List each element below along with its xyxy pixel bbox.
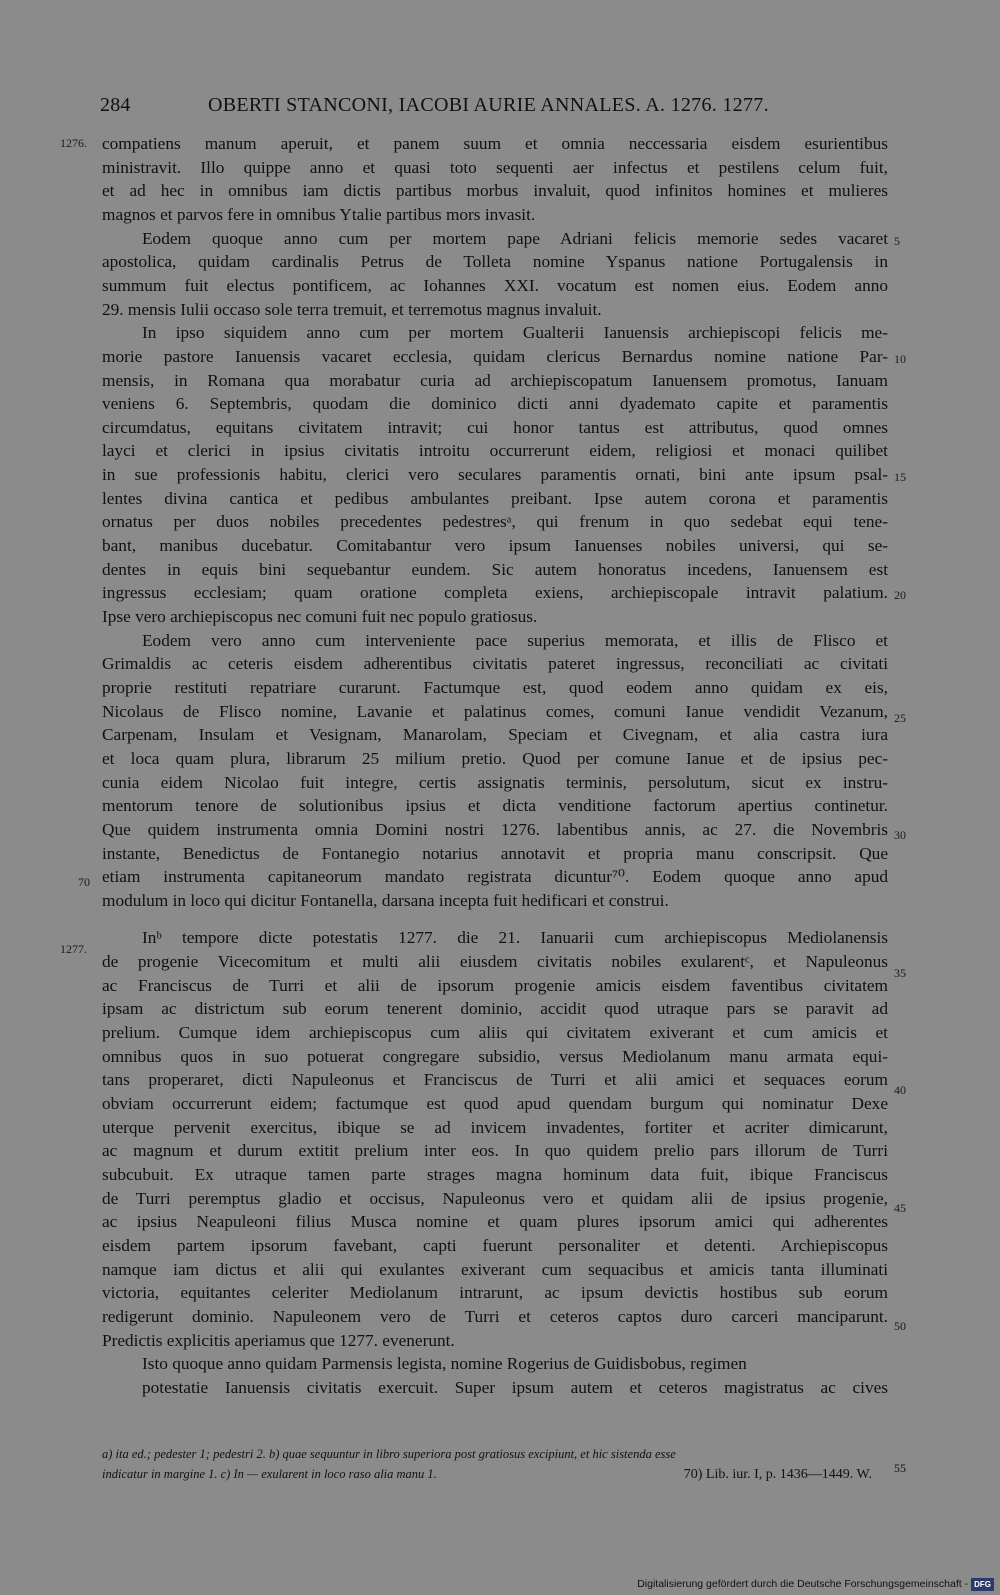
text-line: et ad hec in omnibus iam dictis partibus morbus invaluit, quod infinitos homines et mulieres — [102, 181, 888, 201]
text-line: ipsam ac districtum sub eorum tenerent dominio, accidit quod utraque pars se paravit ad — [102, 999, 888, 1019]
text-line: Inᵇ tempore dicte potestatis 1277. die 21. Ianuarii cum archiepiscopus Mediolanensis — [142, 928, 888, 948]
footnote-text-1: a) ita ed.; pedester 1; pedestri 2. b) quae sequuntur in libro superiora post gratiosus excipiunt, et hic sistenda esse — [102, 1447, 676, 1461]
digitization-credit — [637, 1577, 994, 1591]
text-line: ac ipsius Neapuleoni filius Musca nomine et quam plures ipsorum amici qui adherentes — [102, 1212, 888, 1232]
line-number-15: 15 — [894, 470, 906, 484]
text-line: et loca quam plura, librarum 25 milium pretio. Quod per comune Ianue et de ipsius pec- — [102, 748, 888, 768]
line-number-5: 5 — [894, 234, 900, 248]
line-number-25: 25 — [894, 711, 906, 725]
footnote-text-2: indicatur in margine 1. c) In — exularent in loco raso alia manu 1. — [102, 1467, 437, 1481]
margin-year-1277: 1277. — [60, 942, 87, 956]
text-line: obviam occurrerunt eidem; factumque est quod apud quendam burgum qui nominatur Dexe — [102, 1094, 888, 1113]
text-line: Eodem quoque anno cum per mortem pape Adriani felicis memorie sedes vacaret — [142, 228, 888, 248]
line-number-10: 10 — [894, 352, 906, 366]
text-line: in sue professionis habitu, clerici vero seculares paramentis ornati, bini ante ipsum psal- — [102, 465, 888, 485]
footnote-line-1 — [102, 1444, 892, 1465]
text-line: modulum in loco qui dicitur Fontanella, darsana incepta fuit hedificari et construi. — [102, 890, 669, 910]
text-line: ingressus ecclesiam; quam oratione completa exiens, archiepiscopale intravit palatium. — [102, 583, 888, 603]
text-line: compatiens manum aperuit, et panem suum et omnia neccessaria eisdem esurientibus — [102, 134, 888, 153]
dfg-logo: DFG — [971, 1578, 994, 1591]
text-line: mensis, in Romana qua morabatur curia ad archiepiscopatum Ianuensem promotus, Ianuam — [102, 370, 888, 390]
text-line: Nicolaus de Flisco nomine, Lavanie et palatinus comes, comuni Ianue vendidit Vezanum, — [102, 701, 888, 721]
text-line: Isto quoque anno quidam Parmensis legista, nomine Rogerius de Guidisbobus, regimen — [142, 1354, 747, 1374]
text-line: eisdem partem ipsorum favebant, capti fuerunt personaliter et detenti. Archiepiscopus — [102, 1235, 888, 1255]
text-line: potestatie Ianuensis civitatis exercuit. Super ipsum autem et ceteros magistratus ac cives — [142, 1377, 888, 1397]
text-line: cunia eidem Nicolao fuit integre, certis assignatis terminis, persolutum, sicut ex instru- — [102, 772, 888, 792]
line-number-45: 45 — [894, 1201, 906, 1215]
text-line: morie pastore Ianuensis vacaret ecclesia, quidam clericus Bernardus nomine natione Par- — [102, 346, 888, 366]
text-line: ac magnum et durum extitit prelium inter eos. In quo quidem prelio pars illorum de Turri — [102, 1141, 888, 1161]
text-line: lentes divina cantica et pedibus ambulantes preibant. Ipse autem corona et paramentis — [102, 488, 888, 508]
line-number-35: 35 — [894, 966, 906, 980]
text-line: veniens 6. Septembris, quodam die dominico dicti anni dyademato capite et paramentis — [102, 394, 888, 414]
text-line: Carpenam, Insulam et Vesignam, Manarolam, Speciam et Civegnam, et alia castra iura — [102, 725, 888, 745]
text-line: tans properaret, dicti Napuleonus et Franciscus de Turri et alii amici et sequaces eorum — [102, 1070, 888, 1090]
text-line: subcubuit. Ex utraque tamen parte strages magna hominum data fuit, ibique Franciscus — [102, 1164, 888, 1184]
text-line: omnibus quos in suo potuerat congregare subsidio, versus Mediolanum manu armata equi- — [102, 1046, 888, 1066]
text-line: Ipse vero archiepiscopus nec comuni fuit nec populo gratiosus. — [102, 607, 538, 626]
text-line: dentes in equis bini sequebantur eundem. Sic autem honoratus incedens, Ianuensem est — [102, 559, 888, 579]
text-line: In ipso siquidem anno cum per mortem Gualterii Ianuensis archiepiscopi felicis me- — [142, 323, 888, 343]
text-line: apostolica, quidam cardinalis Petrus de Tolleta nomine Yspanus natione Portugalensis in — [102, 252, 888, 272]
credit-text: Digitalisierung gefördert durch die Deutsche Forschungsgemeinschaft - — [637, 1578, 969, 1590]
text-line: Eodem vero anno cum interveniente pace superius memorata, et illis de Flisco et — [142, 630, 888, 650]
text-line: layci et clerici in ipsius civitatis introitu occurrerunt eidem, religiosi et monaci quilibet — [102, 441, 888, 461]
line-number-30: 30 — [894, 828, 906, 842]
text-line: ac Franciscus de Turri et alii de ipsorum progenie amicis eisdem faventibus civitatem — [102, 975, 888, 995]
running-title: OBERTI STANCONI, IACOBI AURIE ANNALES. A. 1276. 1277. — [208, 94, 769, 116]
text-line: instante, Benedictus de Fontanegio notarius annotavit et propria manu conscripsit. Que — [102, 843, 888, 863]
text-line: de progenie Vicecomitum et multi alii eiusdem civitatis nobiles exularentᶜ, et Napuleonus — [102, 952, 888, 972]
line-number-40: 40 — [894, 1083, 906, 1097]
text-line: summum fuit electus pontificem, ac Iohannes XXI. vocatum est nomen eius. Eodem anno — [102, 275, 888, 295]
line-number-50: 50 — [894, 1319, 906, 1333]
text-line: proprie restituti repatriare curarunt. Factumque est, quod eodem anno quidam ex eis, — [102, 677, 888, 697]
text-line: victoria, equitantes celeriter Mediolanum intrarunt, ac ipsum devictis hostibus sub eorum — [102, 1283, 888, 1303]
text-line: redigerunt dominio. Napuleonem vero de Turri et ceteros captos duro carceri manciparunt. — [102, 1306, 888, 1326]
text-line: Predictis explicitis aperiamus que 1277. evenerunt. — [102, 1330, 455, 1350]
text-line: etiam instrumenta capitaneorum mandato registrata dicuntur⁷⁰. Eodem quoque anno apud — [102, 867, 888, 887]
margin-year-1276: 1276. — [60, 136, 87, 150]
text-line: ministravit. Illo quippe anno et quasi toto sequenti aer infectus et pestilens celum fuit, — [102, 157, 888, 177]
text-line: de Turri peremptus gladio et occisus, Napuleonus vero et quidam alii de ipsius progenie, — [102, 1188, 888, 1208]
footnote-70: 70) Lib. iur. I, p. 1436—1449. W. — [683, 1467, 872, 1482]
text-line: uterque pervenit exercitus, ibique se ad invicem invadentes, fortiter et acriter dimicarunt, — [102, 1117, 888, 1137]
text-line: Que quidem instrumenta omnia Domini nostri 1276. labentibus annis, ac 27. die Novembris — [102, 819, 888, 839]
text-line: Grimaldis ac ceteris eisdem adherentibus civitatis pateret ingressus, reconciliati ac civitati — [102, 654, 888, 674]
text-line: mentorum tenore de solutionibus ipsius et dicta venditione factorum apertius continetur. — [102, 796, 888, 816]
line-number-20: 20 — [894, 588, 906, 602]
text-line: namque iam dictus et alii qui exulantes exiverant cum sequacibus et amicis tanta illuminati — [102, 1259, 888, 1279]
footnote-line-2 — [102, 1464, 892, 1485]
text-line: 29. mensis Iulii occaso sole terra tremuit, et terremotus magnus invaluit. — [102, 299, 602, 319]
text-line: prelium. Cumque idem archiepiscopus cum aliis qui civitatem exiverant et cum amicis et — [102, 1023, 888, 1042]
line-number-55: 55 — [894, 1461, 906, 1475]
text-line: bant, manibus ducebatur. Comitabantur vero ipsum Ianuenses nobiles universi, qui se- — [102, 536, 888, 555]
text-line: magnos et parvos fere in omnibus Ytalie partibus mors invasit. — [102, 204, 536, 224]
margin-footnote-ref-70: 70 — [78, 875, 90, 889]
page-number: 284 — [100, 94, 131, 116]
text-line: circumdatus, equitans civitatem intravit; cui honor tantus est attributus, quod omnes — [102, 417, 888, 437]
text-line: ornatus per duos nobiles precedentes pedestresᵃ, qui frenum in quo sedebat equi tene- — [102, 512, 888, 532]
